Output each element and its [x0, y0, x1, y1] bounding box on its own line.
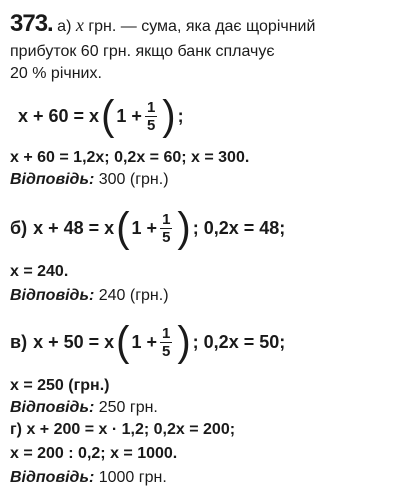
part-d-line-2: x = 200 : 0,2; x = 1000. [10, 445, 178, 462]
answer-label: Відповідь: [10, 399, 95, 416]
fraction-numerator: 1 [162, 324, 171, 342]
fraction [160, 211, 172, 246]
paren-close: ) [177, 204, 191, 252]
paren-close: ) [162, 92, 176, 140]
part-d-answer [10, 468, 399, 488]
eq-one-plus: 1 + [116, 105, 142, 126]
fraction [145, 99, 157, 134]
eq-one-plus: 1 + [131, 331, 157, 352]
paren-open: ( [101, 92, 115, 140]
part-b-label: б) [10, 217, 28, 238]
part-c-solution: x = 250 (грн.) [10, 377, 110, 394]
fraction-denominator: 5 [146, 116, 156, 134]
fraction-denominator: 5 [162, 228, 171, 246]
eq-tail: ; 0,2x = 48; [192, 217, 286, 238]
eq-one-plus: 1 + [131, 217, 158, 238]
part-d-line-1 [10, 420, 399, 440]
eq-left: x + 60 = x [18, 105, 100, 126]
answer-label: Відповідь: [10, 469, 95, 486]
part-d-label: г) [10, 421, 22, 438]
part-c-equation [10, 318, 285, 366]
answer-label: Відповідь: [10, 287, 95, 304]
part-b-answer [10, 286, 399, 306]
fraction-numerator: 1 [162, 210, 171, 228]
eq-tail: ; [177, 105, 184, 126]
part-a-solution: x + 60 = 1,2x; 0,2x = 60; x = 300. [10, 149, 250, 166]
fraction-denominator: 5 [162, 342, 171, 360]
problem-text: грн. — сума, яка дає щорічний [88, 18, 316, 35]
part-b-equation [10, 204, 285, 252]
answer-value: 250 грн. [98, 399, 158, 416]
paren-close: ) [177, 318, 191, 366]
eq-left: x + 50 = x [33, 331, 115, 352]
problem-line-2: прибуток 60 грн. якщо банк сплачує [10, 43, 275, 60]
problem-line-3: 20 % річних. [10, 65, 102, 82]
part-a-answer [10, 170, 399, 190]
variable-x: x [75, 15, 84, 35]
answer-value: 1000 грн. [98, 469, 167, 486]
part-a-label: а) [57, 18, 72, 35]
problem-line-1 [10, 10, 399, 37]
answer-label: Відповідь: [10, 171, 95, 188]
answer-value: 300 (грн.) [98, 171, 169, 188]
paren-open: ( [116, 204, 130, 252]
part-b-solution: x = 240. [10, 263, 69, 280]
eq-left: x + 48 = x [33, 217, 115, 238]
fraction-numerator: 1 [146, 98, 156, 116]
problem-number: 373. [10, 10, 53, 37]
part-d-equation: x + 200 = x · 1,2; 0,2x = 200; [26, 421, 236, 438]
answer-value: 240 (грн.) [98, 287, 169, 304]
part-c-label: в) [10, 331, 28, 352]
part-c-answer [10, 398, 399, 418]
part-a-equation [18, 92, 184, 140]
paren-open: ( [116, 318, 130, 366]
eq-tail: ; 0,2x = 50; [192, 331, 286, 352]
fraction [160, 325, 172, 360]
